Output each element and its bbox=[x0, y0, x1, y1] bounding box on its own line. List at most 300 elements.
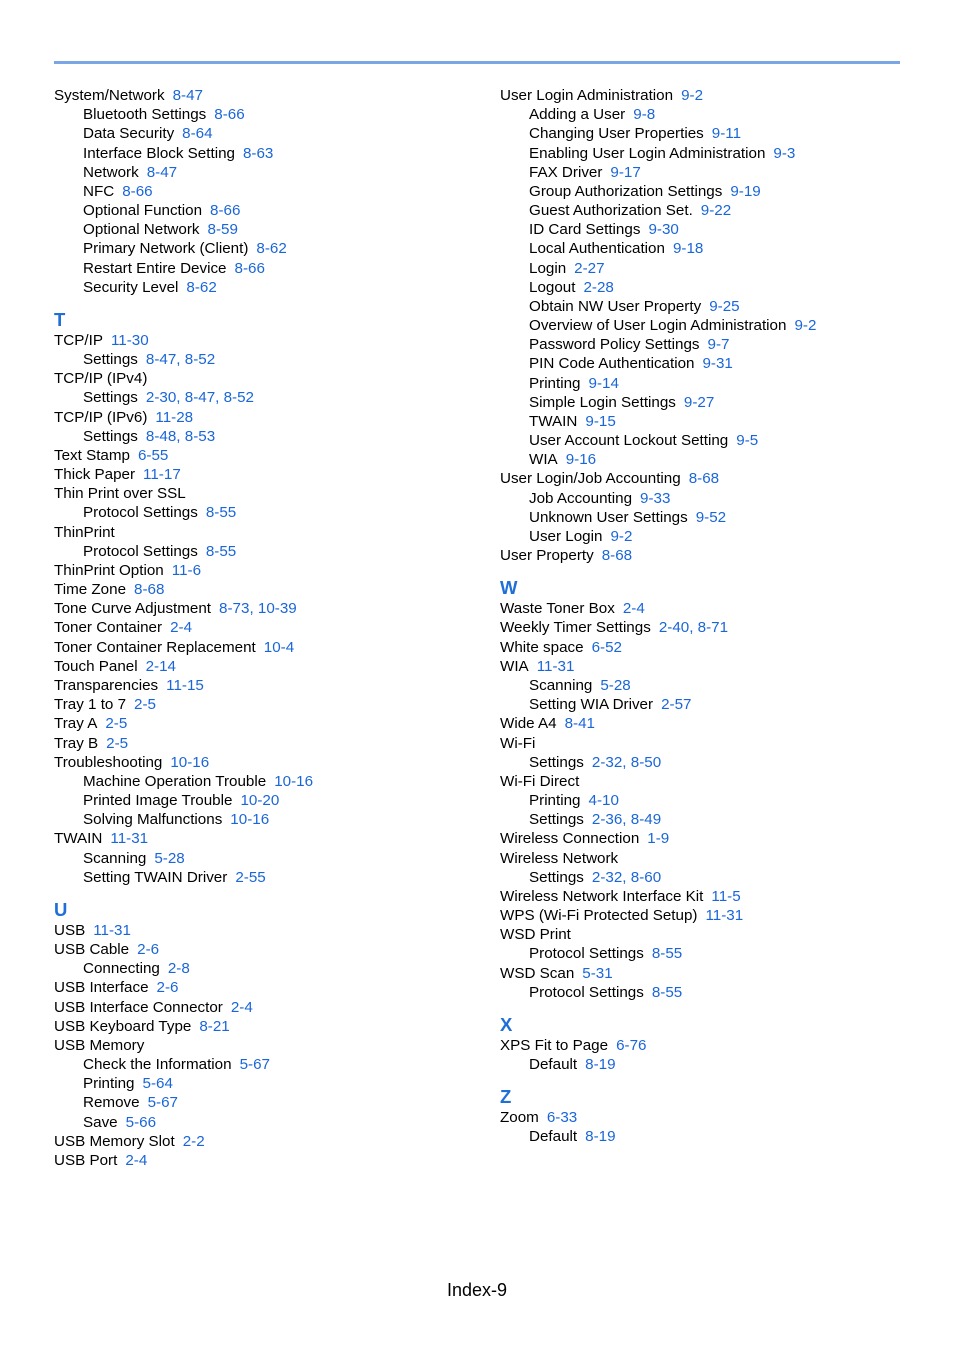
index-subentry bbox=[500, 527, 900, 546]
index-term: Obtain NW User Property bbox=[529, 297, 702, 315]
index-subentry bbox=[500, 335, 900, 354]
page-reference-link[interactable]: 10-16 bbox=[230, 811, 270, 829]
page-reference-link[interactable]: 9-3 bbox=[773, 144, 796, 162]
page-reference-link[interactable]: 2-55 bbox=[235, 868, 266, 886]
index-subentry bbox=[500, 297, 900, 316]
ref-separator: , bbox=[176, 351, 185, 369]
index-term: Touch Panel bbox=[54, 657, 138, 675]
page-reference-link[interactable]: 9-8 bbox=[633, 106, 656, 124]
index-subentry bbox=[500, 124, 900, 143]
index-subentry bbox=[500, 944, 900, 963]
index-subentry bbox=[54, 791, 474, 810]
index-term: ThinPrint Option bbox=[54, 561, 164, 579]
index-subentry bbox=[54, 278, 474, 297]
index-subentry bbox=[500, 259, 900, 278]
index-term: Logout bbox=[529, 278, 576, 296]
index-term: Changing User Properties bbox=[529, 125, 704, 143]
index-term: USB Interface Connector bbox=[54, 998, 223, 1016]
index-entry bbox=[54, 1017, 474, 1036]
page-reference-link[interactable]: 4-10 bbox=[588, 792, 619, 810]
page-reference-link[interactable]: 8-62 bbox=[186, 278, 217, 296]
index-term: Settings bbox=[83, 389, 138, 407]
page-reference-link[interactable]: 2-36 bbox=[591, 811, 623, 829]
index-term: Waste Toner Box bbox=[500, 600, 615, 618]
index-entry bbox=[54, 940, 474, 959]
index-term: Connecting bbox=[83, 960, 160, 978]
page-reference-link[interactable]: 9-2 bbox=[794, 317, 817, 335]
page-reference-link[interactable]: 11-17 bbox=[143, 466, 181, 484]
page-reference-link[interactable]: 10-16 bbox=[274, 772, 314, 790]
index-term: Network bbox=[83, 163, 139, 181]
page-reference-link[interactable]: 2-57 bbox=[661, 696, 692, 714]
page-reference-link[interactable]: 8-60 bbox=[630, 868, 662, 886]
index-subentry bbox=[500, 316, 900, 335]
index-term: USB bbox=[54, 921, 86, 939]
index-term: Tone Curve Adjustment bbox=[54, 600, 212, 618]
index-subentry bbox=[500, 431, 900, 450]
index-subentry bbox=[500, 163, 900, 182]
index-subentry bbox=[500, 868, 900, 887]
page-reference-link[interactable]: 2-2 bbox=[182, 1132, 205, 1150]
index-term: Simple Login Settings bbox=[529, 393, 676, 411]
index-term: System/Network bbox=[54, 87, 165, 104]
index-term: Scanning bbox=[529, 676, 593, 694]
page-reference-link[interactable]: 8-21 bbox=[199, 1017, 230, 1035]
page-reference-link[interactable]: 9-2 bbox=[681, 87, 704, 104]
index-subentry bbox=[54, 239, 474, 258]
page-reference-link[interactable]: 11-28 bbox=[155, 408, 194, 426]
index-subentry bbox=[500, 220, 900, 239]
ref-separator: , bbox=[249, 600, 258, 618]
index-subentry bbox=[54, 259, 474, 278]
index-term: Group Authorization Settings bbox=[529, 182, 723, 200]
page-reference-link[interactable]: 9-18 bbox=[672, 240, 704, 258]
index-entry bbox=[54, 714, 474, 733]
index-term: Bluetooth Settings bbox=[83, 106, 207, 124]
index-term: Tray 1 to 7 bbox=[54, 696, 127, 714]
page-reference-link[interactable]: 2-30 bbox=[145, 389, 177, 407]
page-reference-link[interactable]: 5-66 bbox=[125, 1113, 157, 1131]
page-reference-link[interactable]: 9-30 bbox=[648, 221, 679, 239]
index-subentry bbox=[500, 489, 900, 508]
page-reference-link[interactable]: 9-17 bbox=[610, 163, 641, 181]
index-term: TWAIN bbox=[54, 830, 103, 848]
index-entry bbox=[500, 546, 900, 565]
index-term: Setting WIA Driver bbox=[529, 696, 654, 714]
index-term: User Login Administration bbox=[500, 87, 674, 104]
page-reference-link[interactable]: 8-48 bbox=[145, 427, 177, 445]
page-reference-link[interactable]: 11-30 bbox=[110, 331, 149, 349]
index-term: User Login/Job Accounting bbox=[500, 470, 681, 488]
index-entry bbox=[54, 1151, 474, 1170]
page-reference-link[interactable]: 9-5 bbox=[736, 432, 759, 450]
index-term: Settings bbox=[529, 811, 584, 829]
index-term: USB Interface bbox=[54, 979, 149, 997]
page-reference-link[interactable]: 2-5 bbox=[134, 696, 156, 714]
ref-separator: , bbox=[622, 753, 631, 771]
index-term: Toner Container bbox=[54, 619, 163, 637]
index-term: Settings bbox=[529, 753, 584, 771]
index-subentry bbox=[54, 163, 474, 182]
index-term: Wi-Fi Direct bbox=[500, 772, 580, 790]
ref-separator: , bbox=[622, 811, 631, 829]
index-letter-heading: T bbox=[54, 308, 66, 330]
index-term: Save bbox=[83, 1113, 118, 1131]
index-term: Protocol Settings bbox=[83, 504, 198, 522]
index-entry bbox=[500, 964, 900, 983]
page-reference-link[interactable]: 6-76 bbox=[616, 1036, 647, 1054]
index-entry bbox=[54, 331, 474, 350]
page-reference-link[interactable]: 9-31 bbox=[702, 355, 733, 373]
index-term: Job Accounting bbox=[529, 489, 633, 507]
index-term: Troubleshooting bbox=[54, 753, 163, 771]
page-reference-link[interactable]: 8-68 bbox=[134, 581, 165, 599]
page-reference-link[interactable]: 8-66 bbox=[214, 106, 245, 124]
page-reference-link[interactable]: 9-33 bbox=[640, 489, 671, 507]
index-term: Text Stamp bbox=[54, 446, 130, 464]
page-reference-link[interactable]: 9-7 bbox=[707, 336, 730, 354]
page-reference-link[interactable]: 5-28 bbox=[600, 676, 631, 694]
index-term: User Login bbox=[529, 527, 603, 545]
index-subentry bbox=[500, 201, 900, 220]
index-subentry bbox=[500, 354, 900, 373]
index-subentry bbox=[500, 676, 900, 695]
page-reference-link[interactable]: 9-15 bbox=[585, 412, 616, 430]
index-term: Check the Information bbox=[83, 1056, 232, 1074]
page-reference-link[interactable]: 11-5 bbox=[711, 887, 741, 905]
index-entry bbox=[500, 657, 900, 676]
page-reference-link[interactable]: 8-47 bbox=[184, 389, 216, 407]
page-reference-link[interactable]: 8-68 bbox=[688, 470, 720, 488]
index-entry bbox=[500, 638, 900, 657]
index-term: Adding a User bbox=[529, 106, 626, 124]
index-subentry bbox=[500, 450, 900, 469]
index-column-right bbox=[500, 86, 900, 1147]
page-reference-link[interactable]: 8-47 bbox=[172, 87, 203, 104]
index-entry bbox=[500, 714, 900, 733]
index-term: Security Level bbox=[83, 278, 179, 296]
index-subentry bbox=[500, 753, 900, 772]
index-term: Guest Authorization Set. bbox=[529, 202, 693, 220]
page-reference-link[interactable]: 9-19 bbox=[730, 182, 761, 200]
page-reference-link[interactable]: 5-67 bbox=[239, 1056, 270, 1074]
page-reference-link[interactable]: 8-53 bbox=[184, 427, 216, 445]
index-term: Unknown User Settings bbox=[529, 508, 688, 526]
index-term: Tray B bbox=[54, 734, 99, 752]
index-subentry bbox=[54, 1093, 474, 1112]
index-subentry bbox=[54, 1074, 474, 1093]
page-reference-link[interactable]: 2-32 bbox=[591, 868, 623, 886]
index-term: User Property bbox=[500, 547, 594, 565]
page-reference-link[interactable]: 8-47 bbox=[146, 163, 178, 181]
index-subentry bbox=[54, 772, 474, 791]
index-term: PIN Code Authentication bbox=[529, 355, 695, 373]
index-term: Password Policy Settings bbox=[529, 336, 700, 354]
index-term: TWAIN bbox=[529, 412, 578, 430]
index-letter-heading: Z bbox=[500, 1086, 512, 1108]
index-term: Settings bbox=[83, 351, 138, 369]
index-entry bbox=[54, 523, 474, 542]
page-reference-link[interactable]: 8-66 bbox=[234, 259, 265, 277]
index-entry bbox=[54, 998, 474, 1017]
index-entry bbox=[54, 657, 474, 676]
index-term: Wireless Network Interface Kit bbox=[500, 887, 704, 905]
page-reference-link[interactable]: 9-14 bbox=[588, 374, 619, 392]
index-term: Thick Paper bbox=[54, 466, 136, 484]
index-letter-heading: W bbox=[500, 577, 518, 599]
index-subentry bbox=[500, 791, 900, 810]
page-reference-link[interactable]: 2-27 bbox=[574, 259, 605, 277]
page-reference-link[interactable]: 2-8 bbox=[167, 960, 190, 978]
page-reference-link[interactable]: 8-47 bbox=[145, 351, 177, 369]
page-reference-link[interactable]: 5-31 bbox=[582, 964, 613, 982]
index-subentry bbox=[54, 105, 474, 124]
index-entry bbox=[500, 618, 900, 637]
index-subentry bbox=[54, 1113, 474, 1132]
index-term: USB Keyboard Type bbox=[54, 1017, 192, 1035]
index-term: Machine Operation Trouble bbox=[83, 772, 267, 790]
page-reference-link[interactable]: 5-28 bbox=[154, 849, 185, 867]
index-term: Local Authentication bbox=[529, 240, 665, 258]
page-reference-link[interactable]: 8-19 bbox=[585, 1128, 616, 1146]
page-reference-link[interactable]: 8-71 bbox=[697, 619, 729, 637]
page-reference-link[interactable]: 9-2 bbox=[610, 527, 633, 545]
page-reference-link[interactable]: 2-40 bbox=[658, 619, 690, 637]
index-term: Setting TWAIN Driver bbox=[83, 868, 228, 886]
page-reference-link[interactable]: 8-66 bbox=[210, 202, 241, 220]
index-term: Tray A bbox=[54, 715, 98, 733]
page-reference-link[interactable]: 8-63 bbox=[242, 144, 274, 162]
page-reference-link[interactable]: 8-66 bbox=[122, 182, 153, 200]
index-entry bbox=[500, 86, 900, 105]
page-reference-link[interactable]: 1-9 bbox=[647, 830, 670, 848]
index-term: Enabling User Login Administration bbox=[529, 144, 766, 162]
index-subentry bbox=[500, 695, 900, 714]
index-term: Settings bbox=[529, 868, 584, 886]
index-term: FAX Driver bbox=[529, 163, 603, 181]
index-term: ID Card Settings bbox=[529, 221, 641, 239]
index-subentry bbox=[54, 388, 474, 407]
index-column-left bbox=[54, 86, 474, 1170]
index-term: Protocol Settings bbox=[83, 542, 198, 560]
index-term: WIA bbox=[529, 451, 558, 469]
index-term: Interface Block Setting bbox=[83, 144, 235, 162]
index-entry bbox=[54, 829, 474, 848]
page-reference-link[interactable]: 8-62 bbox=[256, 240, 287, 258]
index-subentry bbox=[54, 350, 474, 369]
index-entry bbox=[54, 921, 474, 940]
page-reference-link[interactable]: 2-5 bbox=[105, 715, 128, 733]
page-reference-link[interactable]: 9-25 bbox=[709, 297, 740, 315]
index-subentry bbox=[54, 542, 474, 561]
index-term: Weekly Timer Settings bbox=[500, 619, 651, 637]
page-reference-link[interactable]: 8-73 bbox=[219, 600, 250, 618]
index-term: Zoom bbox=[500, 1109, 539, 1127]
page-reference-link[interactable]: 8-55 bbox=[651, 983, 683, 1001]
index-term: USB Cable bbox=[54, 941, 130, 959]
index-entry bbox=[54, 580, 474, 599]
index-letter-heading: X bbox=[500, 1013, 513, 1035]
index-term: WSD Print bbox=[500, 926, 571, 944]
index-subentry bbox=[500, 1055, 900, 1074]
index-term: Primary Network (Client) bbox=[83, 240, 249, 258]
page-reference-link[interactable]: 8-52 bbox=[223, 389, 255, 407]
index-subentry bbox=[500, 182, 900, 201]
index-subentry bbox=[54, 124, 474, 143]
page-reference-link[interactable]: 8-59 bbox=[207, 221, 238, 239]
page-reference-link[interactable]: 8-49 bbox=[630, 811, 662, 829]
index-entry bbox=[54, 446, 474, 465]
index-entry bbox=[54, 978, 474, 997]
page-reference-link[interactable]: 11-15 bbox=[166, 676, 204, 694]
page-reference-link[interactable]: 10-20 bbox=[240, 792, 280, 810]
page-reference-link[interactable]: 11-6 bbox=[171, 561, 202, 579]
page-reference-link[interactable]: 11-31 bbox=[93, 921, 131, 939]
index-subentry bbox=[500, 983, 900, 1002]
page-reference-link[interactable]: 8-55 bbox=[651, 945, 683, 963]
index-term: TCP/IP (IPv6) bbox=[54, 408, 148, 426]
index-term: XPS Fit to Page bbox=[500, 1036, 609, 1054]
ref-separator: , bbox=[622, 868, 631, 886]
ref-separator: , bbox=[176, 427, 185, 445]
index-subentry bbox=[500, 144, 900, 163]
page-reference-link[interactable]: 6-55 bbox=[137, 446, 169, 464]
page-reference-link[interactable]: 2-4 bbox=[622, 600, 645, 618]
page-reference-link[interactable]: 2-4 bbox=[125, 1151, 148, 1169]
page-reference-link[interactable]: 5-64 bbox=[142, 1075, 173, 1093]
page-reference-link[interactable]: 9-22 bbox=[700, 202, 732, 220]
index-subentry bbox=[54, 503, 474, 522]
page-reference-link[interactable]: 2-6 bbox=[156, 979, 179, 997]
index-term: Transparencies bbox=[54, 676, 159, 694]
page-reference-link[interactable]: 6-52 bbox=[591, 638, 622, 656]
page-reference-link[interactable]: 2-5 bbox=[106, 734, 129, 752]
page-reference-link[interactable]: 2-14 bbox=[145, 657, 176, 675]
index-term: Wireless Connection bbox=[500, 830, 640, 848]
index-term: Restart Entire Device bbox=[83, 259, 227, 277]
page-reference-link[interactable]: 9-52 bbox=[695, 508, 727, 526]
index-term: Default bbox=[529, 1128, 578, 1146]
page-reference-link[interactable]: 8-41 bbox=[564, 715, 595, 733]
index-entry bbox=[54, 753, 474, 772]
page-reference-link[interactable]: 11-31 bbox=[705, 907, 744, 925]
index-term: WIA bbox=[500, 657, 529, 675]
index-term: USB Port bbox=[54, 1151, 118, 1169]
index-term: Protocol Settings bbox=[529, 945, 644, 963]
index-entry bbox=[500, 1108, 900, 1127]
index-subentry bbox=[54, 849, 474, 868]
page-reference-link[interactable]: 2-4 bbox=[170, 619, 193, 637]
index-subentry bbox=[500, 374, 900, 393]
index-entry bbox=[54, 561, 474, 580]
index-term: White space bbox=[500, 638, 584, 656]
index-term: ThinPrint bbox=[54, 523, 115, 541]
index-term: Time Zone bbox=[54, 581, 127, 599]
index-subentry bbox=[54, 810, 474, 829]
index-term: Optional Network bbox=[83, 221, 200, 239]
index-term: WPS (Wi-Fi Protected Setup) bbox=[500, 907, 698, 925]
page-reference-link[interactable]: 10-4 bbox=[263, 638, 295, 656]
index-term: Printing bbox=[83, 1075, 135, 1093]
page-reference-link[interactable]: 11-31 bbox=[536, 657, 575, 675]
page-reference-link[interactable]: 2-6 bbox=[137, 941, 160, 959]
index-entry bbox=[500, 925, 900, 944]
index-entry bbox=[54, 676, 474, 695]
index-subentry bbox=[54, 959, 474, 978]
page-reference-link[interactable]: 6-33 bbox=[546, 1109, 578, 1127]
index-entry bbox=[500, 829, 900, 848]
index-entry bbox=[500, 906, 900, 925]
index-entry bbox=[54, 618, 474, 637]
index-term: Settings bbox=[83, 427, 138, 445]
ref-separator: , bbox=[215, 389, 224, 407]
index-term: Wi-Fi bbox=[500, 734, 536, 752]
index-term: User Account Lockout Setting bbox=[529, 432, 729, 450]
index-subentry bbox=[54, 220, 474, 239]
page-reference-link[interactable]: 2-4 bbox=[230, 998, 253, 1016]
index-term: Toner Container Replacement bbox=[54, 638, 256, 656]
index-entry bbox=[500, 1036, 900, 1055]
index-entry bbox=[54, 484, 474, 503]
index-subentry bbox=[54, 427, 474, 446]
index-entry bbox=[54, 369, 474, 388]
index-subentry bbox=[500, 239, 900, 258]
page-reference-link[interactable]: 10-16 bbox=[170, 753, 210, 771]
page-reference-link[interactable]: 8-55 bbox=[205, 504, 237, 522]
page-reference-link[interactable]: 8-52 bbox=[184, 351, 216, 369]
page-reference-link[interactable]: 8-50 bbox=[630, 753, 662, 771]
index-subentry bbox=[54, 144, 474, 163]
index-term: Printed Image Trouble bbox=[83, 792, 233, 810]
index-term: USB Memory bbox=[54, 1036, 145, 1054]
index-term: TCP/IP bbox=[54, 331, 103, 349]
index-entry bbox=[54, 638, 474, 657]
page-number: Index-9 bbox=[446, 1280, 508, 1300]
index-term: Data Security bbox=[83, 125, 175, 143]
index-entry bbox=[500, 599, 900, 618]
index-term: Wide A4 bbox=[500, 715, 557, 733]
index-subentry bbox=[500, 105, 900, 124]
index-entry bbox=[500, 887, 900, 906]
index-subentry bbox=[500, 810, 900, 829]
index-entry bbox=[54, 465, 474, 484]
page-reference-link[interactable]: 2-28 bbox=[583, 278, 614, 296]
index-subentry bbox=[500, 1127, 900, 1146]
index-subentry bbox=[500, 393, 900, 412]
ref-separator: , bbox=[689, 619, 698, 637]
index-term: WSD Scan bbox=[500, 964, 575, 982]
index-subentry bbox=[500, 278, 900, 297]
index-term: NFC bbox=[83, 182, 115, 200]
index-term: Overview of User Login Administration bbox=[529, 317, 787, 335]
page-reference-link[interactable]: 9-27 bbox=[683, 393, 715, 411]
index-entry bbox=[54, 1036, 474, 1055]
page-reference-link[interactable]: 8-19 bbox=[585, 1056, 616, 1074]
page-reference-link[interactable]: 8-55 bbox=[205, 542, 237, 560]
page-reference-link[interactable]: 2-32 bbox=[591, 753, 623, 771]
page-reference-link[interactable]: 5-67 bbox=[147, 1094, 178, 1112]
index-term: Scanning bbox=[83, 849, 147, 867]
index-subentry bbox=[500, 508, 900, 527]
page-reference-link[interactable]: 9-11 bbox=[711, 125, 742, 143]
index-term: Printing bbox=[529, 374, 581, 392]
index-term: Thin Print over SSL bbox=[54, 485, 186, 503]
page-reference-link[interactable]: 8-64 bbox=[182, 125, 213, 143]
page-reference-link[interactable]: 9-16 bbox=[565, 451, 597, 469]
page-reference-link[interactable]: 8-68 bbox=[601, 547, 633, 565]
page-reference-link[interactable]: 11-31 bbox=[110, 830, 149, 848]
page-reference-link[interactable]: 10-39 bbox=[257, 600, 297, 618]
